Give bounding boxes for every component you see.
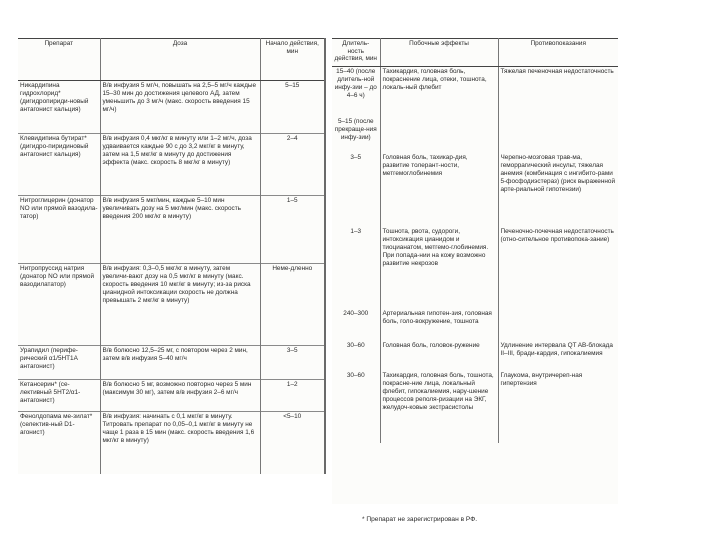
side-effects-table bbox=[332, 38, 618, 443]
table-row bbox=[332, 341, 618, 371]
dosing-table bbox=[18, 38, 324, 474]
table-row bbox=[18, 134, 324, 196]
dose-text: В/в инфузия 5 мг/ч, повышать на 2,5–5 мг/ч каждые 15–30 мин до достижения целевого АД, затем уменьшить до 3 мг/ч (макс. скорость введения 15 мг/ч) bbox=[100, 81, 260, 134]
duration-value: 30–60 bbox=[332, 371, 380, 443]
duration-value: 1–3 bbox=[332, 227, 380, 309]
table-row bbox=[332, 371, 618, 443]
side-effects-text: Артериальная гипотен-зия, головная боль, голо-вокружение, тошнота bbox=[380, 309, 498, 341]
duration-value: 30–60 bbox=[332, 341, 380, 371]
contraindications-text: Черепно-мозговая трав-ма, геморрагический инсульт, тяжелая анемия (комбинация с ингибито-рами 5-фосфодиэстераз) (риск выраженной арте-риальной гипотензии) bbox=[500, 153, 616, 193]
table-row bbox=[18, 81, 324, 134]
table-row bbox=[332, 153, 618, 227]
onset-value: Неме-дленно bbox=[260, 264, 324, 346]
dose-text: В/в инфузия: начинать с 0,1 мкг/кг в минуту. Титровать препарат по 0,05–0,1 мкг/кг в минуту не чаще 1 раза в 15 мин (макс. скорость введения 1,6 мкг/кг в минуту) bbox=[100, 412, 260, 474]
table-row bbox=[332, 227, 618, 309]
drug-name: Нитропруссид натрия (донатор NO или прямой вазодилататор) bbox=[18, 264, 100, 346]
dose-text: В/в инфузия 5 мкг/мин, каждые 5–10 мин увеличивать дозу на 5 мкг/мин (макс. скорость введения 200 мкг/кг в минуту) bbox=[100, 196, 260, 264]
contraindications-text bbox=[498, 309, 618, 341]
contraindications-text bbox=[498, 117, 618, 153]
drug-name: Кетансерин* (се-лективный 5HT2/α1-антагонист) bbox=[18, 380, 100, 412]
duration-value: 5–15 (после прекраще-ния инфу-зии) bbox=[332, 117, 380, 153]
table-row bbox=[18, 346, 324, 380]
header-side-effects: Побочные эффекты bbox=[380, 39, 498, 67]
drug-name: Урапидил (перифе-рический α1/5HT1A антагонист) bbox=[18, 346, 100, 380]
side-effects-text: Тахикардия, головная боль, тошнота, покрасне-ние лица, локальный флебит, гипокалиемия, нару-шение процессов реполя-ризации на ЭКГ, желудоч-ковые экстрасистолы bbox=[380, 371, 498, 443]
table-row bbox=[18, 196, 324, 264]
table-row bbox=[18, 412, 324, 474]
table-row bbox=[18, 380, 324, 412]
duration-value: 240–300 bbox=[332, 309, 380, 341]
duration-value: 3–5 bbox=[332, 153, 380, 227]
header-drug: Препарат bbox=[18, 39, 100, 81]
drug-name: Никардипина гидрохлорид* (дигидропириди-новый антагонист кальция) bbox=[18, 81, 100, 134]
dose-text: В/в болюсно 5 мг, возможно повторно через 5 мин (максимум 30 мг), затем в/в инфузия 2–6 мг/ч bbox=[100, 380, 260, 412]
table-row bbox=[332, 309, 618, 341]
side-effects-text: Тошнота, рвота, судороги, интоксикация цианидом и тиоцианатом, метгемо-глобинемия. При попада-нии на кожу возможно развитие некрозов bbox=[380, 227, 498, 309]
side-effects-text: Головная боль, тахикар-дия, развитие толерант-ности, метгемоглобинемия bbox=[380, 153, 498, 227]
table-row bbox=[18, 264, 324, 346]
dose-text: В/в болюсно 12,5–25 мг, с повтором через 2 мин, затем в/в инфузия 5–40 мг/ч bbox=[100, 346, 260, 380]
table-row bbox=[332, 67, 618, 117]
side-effects-text: Головная боль, головок-ружение bbox=[380, 341, 498, 371]
drug-name: Нитроглицерин (донатор NO или прямой вазодила-татор) bbox=[18, 196, 100, 264]
dose-text: В/в инфузия: 0,3–0,5 мкг/кг в минуту, затем увеличи-вают дозу на 0,5 мкг/кг в минуту (макс. скорость введения 10 мкг/кг в минуту; из-за риска цианидной интоксикации скорость не должна превышать 2 мкг/кг в минуту) bbox=[100, 264, 260, 346]
header-dose: Доза bbox=[100, 39, 260, 81]
header-contraindications: Противопоказания bbox=[498, 39, 618, 67]
header-duration: Длитель-ность действия, мин bbox=[332, 39, 380, 67]
onset-value: 1–5 bbox=[260, 196, 324, 264]
onset-value: 3–5 bbox=[260, 346, 324, 380]
onset-value: 2–4 bbox=[260, 134, 324, 196]
contraindications-text: Печеночно-почечная недостаточность (отно-сительное противопока-зание) bbox=[500, 227, 614, 243]
onset-value: 5–15 bbox=[285, 82, 300, 89]
onset-value: 1–2 bbox=[260, 380, 324, 412]
dose-text: В/в инфузия 0,4 мкг/кг в минуту или 1–2 мг/ч, доза удваивается каждые 90 с до 3,2 мкг/кг в минуту, затем на 1,5 мкг/кг в минуту до достижения эффекта (макс. скорость 8 мкг/кг в минуту) bbox=[100, 134, 260, 196]
table-row bbox=[332, 117, 618, 153]
onset-value: <5–10 bbox=[260, 412, 324, 474]
side-effects-text: Тахикардия, головная боль, покраснение лица, отеки, тошнота, локаль-ный флебит bbox=[380, 67, 498, 117]
header-onset: Начало действия, мин bbox=[260, 39, 324, 81]
side-effects-text bbox=[380, 117, 498, 153]
contraindications-text: Глаукома, внутричереп-ная гипертензия bbox=[500, 371, 583, 387]
right-page bbox=[332, 38, 618, 523]
contraindications-text: Тяжелая печеночная недостаточность bbox=[500, 68, 614, 75]
contraindications-text: Удлинение интервала QT AB-блокада II–III, бради-кардия, гипокалиемия bbox=[500, 341, 613, 357]
drug-name: Клевидипина бутират* (дигидро-пиридиновый антагонист кальция) bbox=[18, 134, 100, 196]
drug-name: Фенолдопама ме-зилат* (селектив-ный D1-агонист) bbox=[18, 412, 100, 474]
duration-value: 15–40 (после длитель-ной инфу-зии – до 4–6 ч) bbox=[332, 67, 380, 117]
left-page bbox=[18, 38, 326, 474]
footnote: * Препарат не зарегистрирован в РФ. bbox=[362, 516, 478, 523]
